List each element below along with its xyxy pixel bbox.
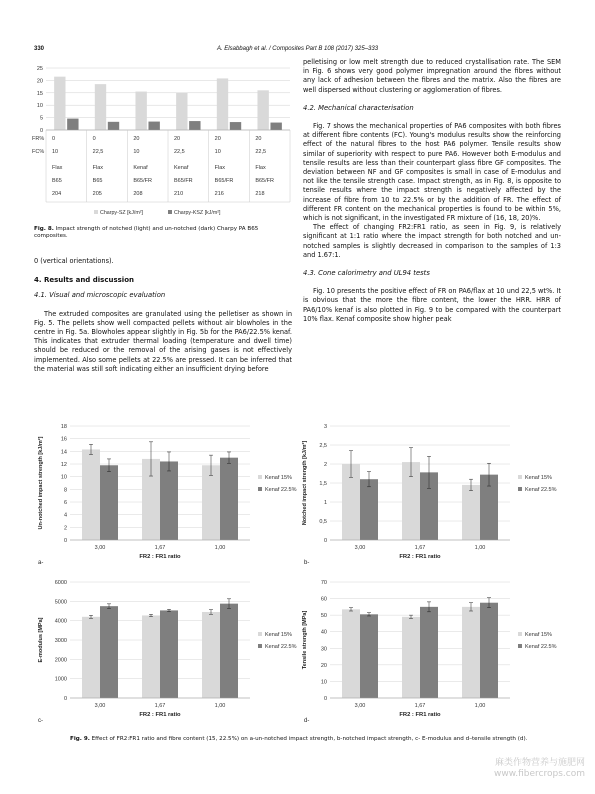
y-tick-label: 60: [320, 596, 327, 603]
y-tick-label: 30: [320, 646, 327, 653]
section-4-heading: 4. Results and discussion: [34, 276, 134, 285]
bar: [100, 465, 118, 540]
x-tick-label: 1,00: [214, 545, 226, 551]
legend-label: Charpy-KSZ [kJ/m²]: [174, 210, 221, 216]
y-tick-label: 15: [36, 90, 43, 97]
bar: [360, 479, 378, 540]
table-cell: 10: [214, 149, 221, 155]
legend-label: Kenaf 22.5%: [265, 644, 297, 650]
fig8-caption-label: Fig. 8.: [34, 226, 54, 232]
table-cell: 10: [52, 149, 59, 155]
y-tick-label: 0,5: [319, 519, 327, 525]
y-axis-label: Notched impact strength [kJ/m²]: [302, 440, 308, 526]
table-cell: 208: [133, 191, 143, 197]
y-tick-label: 20: [320, 662, 327, 669]
bar: [257, 90, 268, 130]
fig9a-chart: [34, 418, 298, 568]
bar: [142, 615, 160, 698]
y-tick-label: 25: [36, 66, 43, 72]
legend-swatch: [518, 475, 522, 479]
y-tick-label: 3: [323, 424, 327, 430]
legend-swatch: [258, 475, 262, 479]
legend-label: Kenaf 22.5%: [525, 487, 557, 493]
panel-label: b-: [304, 560, 310, 566]
legend-label: Kenaf 22.5%: [525, 644, 557, 650]
y-tick-label: 5000: [54, 599, 67, 606]
bar: [462, 607, 480, 698]
y-tick-label: 10: [36, 103, 43, 110]
legend-swatch: [258, 632, 262, 636]
bar: [480, 603, 498, 698]
y-tick-label: 40: [320, 629, 327, 636]
x-tick-label: 1,67: [154, 703, 166, 709]
right-column: [303, 58, 561, 324]
table-cell: 22,5: [92, 149, 104, 155]
bar: [202, 465, 220, 540]
y-tick-label: 8: [63, 487, 67, 494]
legend-swatch: [518, 487, 522, 491]
table-cell: 204: [52, 191, 62, 197]
fig9c-chart: [34, 574, 298, 726]
paragraph-sem: pelletising or low melt strength due to reduced crystallisation rate. The SEM in Fig. 6 shows very good polymer impregnation around the fibres without any lack of adhesion between the fibres and the matrix. Also the fibres are well dispersed without clustering or agglomeration of fibres.: [303, 58, 561, 94]
x-tick-label: 1,67: [414, 703, 426, 709]
y-axis-label: Tensile strength [MPa]: [302, 610, 308, 670]
table-cell: 20: [133, 136, 140, 142]
table-cell: 216: [214, 191, 224, 197]
fig9-caption-text: Effect of FR2:FR1 ratio and fibre content (15, 22.5%) on a-un-notched impact strength, b-notched impact strength, c- E-modulus and d–tensile strength (d).: [91, 736, 528, 742]
watermark-line-1: 麻类作物营养与施肥网: [494, 758, 585, 768]
table-cell: Flax: [214, 165, 226, 171]
watermark-line-2: www.fibercrops.com: [494, 769, 585, 779]
fig8-caption-text: Impact strength of notched (light) and un-notched (dark) Charpy PA B65 composites.: [34, 226, 259, 240]
legend-swatch: [258, 487, 262, 491]
panel-label: a-: [38, 560, 44, 566]
table-cell: 0: [52, 136, 56, 142]
section-4-3-heading: 4.3. Cone calorimetry and UL94 tests: [303, 269, 430, 278]
y-tick-label: 2000: [54, 657, 67, 664]
x-tick-label: 1,00: [214, 703, 226, 709]
bar: [54, 77, 65, 130]
table-cell: 10: [133, 149, 140, 155]
panel-label: d-: [304, 718, 310, 724]
legend-swatch: [94, 210, 98, 214]
legend-label: Kenaf 15%: [525, 632, 552, 638]
y-tick-label: 3000: [54, 638, 67, 644]
y-tick-label: 0: [39, 128, 43, 134]
legend-swatch: [518, 644, 522, 648]
y-tick-label: 20: [36, 78, 43, 85]
y-tick-label: 12: [60, 462, 67, 468]
y-tick-label: 70: [320, 580, 327, 586]
y-tick-label: 5: [39, 115, 43, 122]
table-cell: B65/FR: [174, 178, 193, 184]
fig9-caption: [70, 736, 560, 743]
x-axis-label: FR2 : FR1 ratio: [139, 712, 181, 718]
page-number: 330: [34, 46, 45, 52]
table-cell: B65/FR: [133, 178, 152, 184]
table-cell: 218: [255, 191, 265, 197]
x-axis-label: FR2 : FR1 ratio: [139, 554, 181, 560]
table-cell: 20: [174, 136, 181, 142]
y-tick-label: 0: [63, 538, 67, 544]
bar: [230, 122, 241, 130]
left-column: [34, 257, 292, 374]
legend-swatch: [518, 632, 522, 636]
x-axis-label: FR2 : FR1 ratio: [399, 712, 441, 718]
legend-label: Kenaf 15%: [265, 475, 292, 481]
bar: [220, 604, 238, 698]
y-tick-label: 2: [63, 525, 67, 532]
watermark: [494, 758, 585, 780]
table-row-label: FR%: [32, 136, 45, 142]
paragraph-visual: The extruded composites are granulated using the pelletiser as shown in Fig. 5. The pellets show well compacted pellets without air blowholes in the centre in Fig. 5a. Blowholes appear slightly in Fig. 5b for the PA6/22.5% kenaf. This indicates that extruder thermal loading (temperature and dwell time) should be reduced or the removal of the arising gases is not effectively implemented. Also some pellets at 22.5% are pressed. It can be inferred that the material was still soft indicating either an insufficient drying before: [34, 309, 292, 373]
y-tick-label: 16: [60, 436, 67, 443]
y-tick-label: 6000: [54, 580, 67, 586]
section-4-1-heading: 4.1. Visual and microscopic evaluation: [34, 291, 166, 300]
table-cell: Kenaf: [174, 165, 189, 171]
bar: [189, 121, 200, 130]
legend-label: Kenaf 15%: [525, 475, 552, 481]
bar: [270, 123, 281, 130]
y-tick-label: 18: [60, 424, 67, 430]
table-cell: Flax: [92, 165, 104, 171]
bar: [402, 617, 420, 698]
table-cell: B65/FR: [214, 178, 234, 184]
table-cell: 22,5: [255, 149, 267, 155]
y-tick-label: 0: [323, 696, 327, 702]
x-axis-label: FR2 : FR1 ratio: [399, 554, 441, 560]
legend-label: Charpy-SZ [kJ/m²]: [100, 210, 143, 216]
table-cell: B65: [52, 178, 62, 184]
y-tick-label: 0: [323, 538, 327, 544]
bar: [462, 485, 480, 540]
paragraph-cone: Fig. 10 presents the positive effect of FR on PA6/flax at 10 und 22,5 wt%. It is obvious that the more the fibre content, the lower the HRR. HRR of PA6/10% kenaf is also plotted in Fig. 9 to be compared with the counterpart 10% flax. Kenaf composite show higher peak: [303, 287, 561, 323]
fig8-caption: [34, 226, 292, 240]
y-tick-label: 1000: [54, 676, 67, 683]
y-tick-label: 50: [320, 613, 327, 620]
table-cell: 210: [174, 191, 184, 197]
x-tick-label: 3,00: [354, 703, 366, 709]
bar: [176, 93, 187, 130]
journal-reference: A. Elsabbagh et al. / Composites Part B 108 (2017) 325–333: [216, 46, 379, 52]
legend-swatch: [258, 644, 262, 648]
fig8-chart: [34, 62, 292, 222]
bar: [160, 461, 178, 540]
y-axis-label: Un-notched impact strength [kJ/m²]: [38, 436, 44, 530]
bar: [220, 458, 238, 540]
y-tick-label: 10: [320, 679, 327, 686]
running-header: [34, 46, 561, 58]
fig9d-chart: [300, 574, 561, 726]
bar: [108, 122, 119, 130]
table-cell: 0: [92, 136, 96, 142]
x-tick-label: 3,00: [354, 545, 366, 551]
table-cell: Flax: [52, 165, 63, 171]
bar: [160, 610, 178, 698]
bar: [95, 84, 106, 130]
x-tick-label: 1,00: [474, 545, 486, 551]
table-cell: B65: [92, 178, 103, 184]
table-cell: 205: [92, 191, 102, 197]
bar: [148, 122, 159, 130]
legend-swatch: [168, 210, 172, 214]
legend-label: Kenaf 22.5%: [265, 487, 297, 493]
y-tick-label: 2,5: [319, 443, 327, 449]
panel-label: c-: [38, 718, 43, 724]
bar: [420, 607, 438, 698]
bar: [82, 617, 100, 698]
bar: [100, 606, 118, 698]
y-tick-label: 1: [323, 500, 327, 506]
y-tick-label: 10: [60, 474, 67, 481]
paragraph-ratio: The effect of changing FR2:FR1 ratio, as seen in Fig. 9, is relatively significant at 1:1 ratio where the impact strength for both notched and un-notched samples is slightly decreased in comparison to the samples of 1:3 and 1.67:1.: [303, 223, 561, 259]
table-cell: 22,5: [174, 149, 185, 155]
y-tick-label: 0: [63, 696, 67, 702]
bar: [217, 78, 228, 130]
y-tick-label: 1,5: [319, 481, 327, 487]
table-cell: Kenaf: [133, 165, 148, 171]
y-axis-label: E-modulus [MPa]: [38, 617, 44, 663]
x-tick-label: 3,00: [94, 545, 106, 551]
table-cell: Flax: [255, 165, 266, 171]
bar: [67, 119, 78, 130]
table-row-label: FC%: [32, 149, 45, 155]
bar: [202, 612, 220, 698]
y-tick-label: 4000: [54, 618, 67, 625]
y-tick-label: 2: [323, 462, 327, 468]
y-tick-label: 6: [63, 500, 67, 506]
x-tick-label: 1,00: [474, 703, 486, 709]
fragment-text: 0 (vertical orientations).: [34, 257, 114, 265]
y-tick-label: 14: [60, 449, 67, 456]
paragraph-mechanical: Fig. 7 shows the mechanical properties of PA6 composites with both fibres at different fibre contents (FC). Young's modulus results show the reinforcing effect of the natural fibres to the host PA6 polymer. Tensile results show similar of superiority with respect to pure PA6. However both E-modulus and tensile results are less than their counterpart glass fibre GF composites. The deviation between NF and GF composites is small in case of E-modulus and not like the tensile strength case. Impact strength, as in Fig. 8, is opposite to tensile results where the impact strength is negatively affected by the increase of fibre from 10 to 22.5% or by the addition of FR. The effect of different FR content on the mechanical properties is found to be within 5%, which is not significant, in the investigated FR mixture of (16, 18, 20)%.: [303, 122, 561, 223]
x-tick-label: 1,67: [414, 545, 426, 551]
legend-label: Kenaf 15%: [265, 632, 292, 638]
y-tick-label: 4: [63, 512, 67, 519]
fig9b-chart: [300, 418, 561, 568]
bar: [342, 609, 360, 698]
bar: [82, 449, 100, 540]
bar: [360, 614, 378, 698]
section-4-2-heading: 4.2. Mechanical characterisation: [303, 103, 414, 112]
table-cell: 20: [214, 136, 221, 142]
bar: [135, 92, 146, 130]
x-tick-label: 1,67: [154, 545, 166, 551]
table-cell: 20: [255, 136, 262, 142]
fig9-caption-label: Fig. 9.: [70, 736, 90, 742]
table-cell: B65/FR: [255, 178, 274, 184]
x-tick-label: 3,00: [94, 703, 106, 709]
